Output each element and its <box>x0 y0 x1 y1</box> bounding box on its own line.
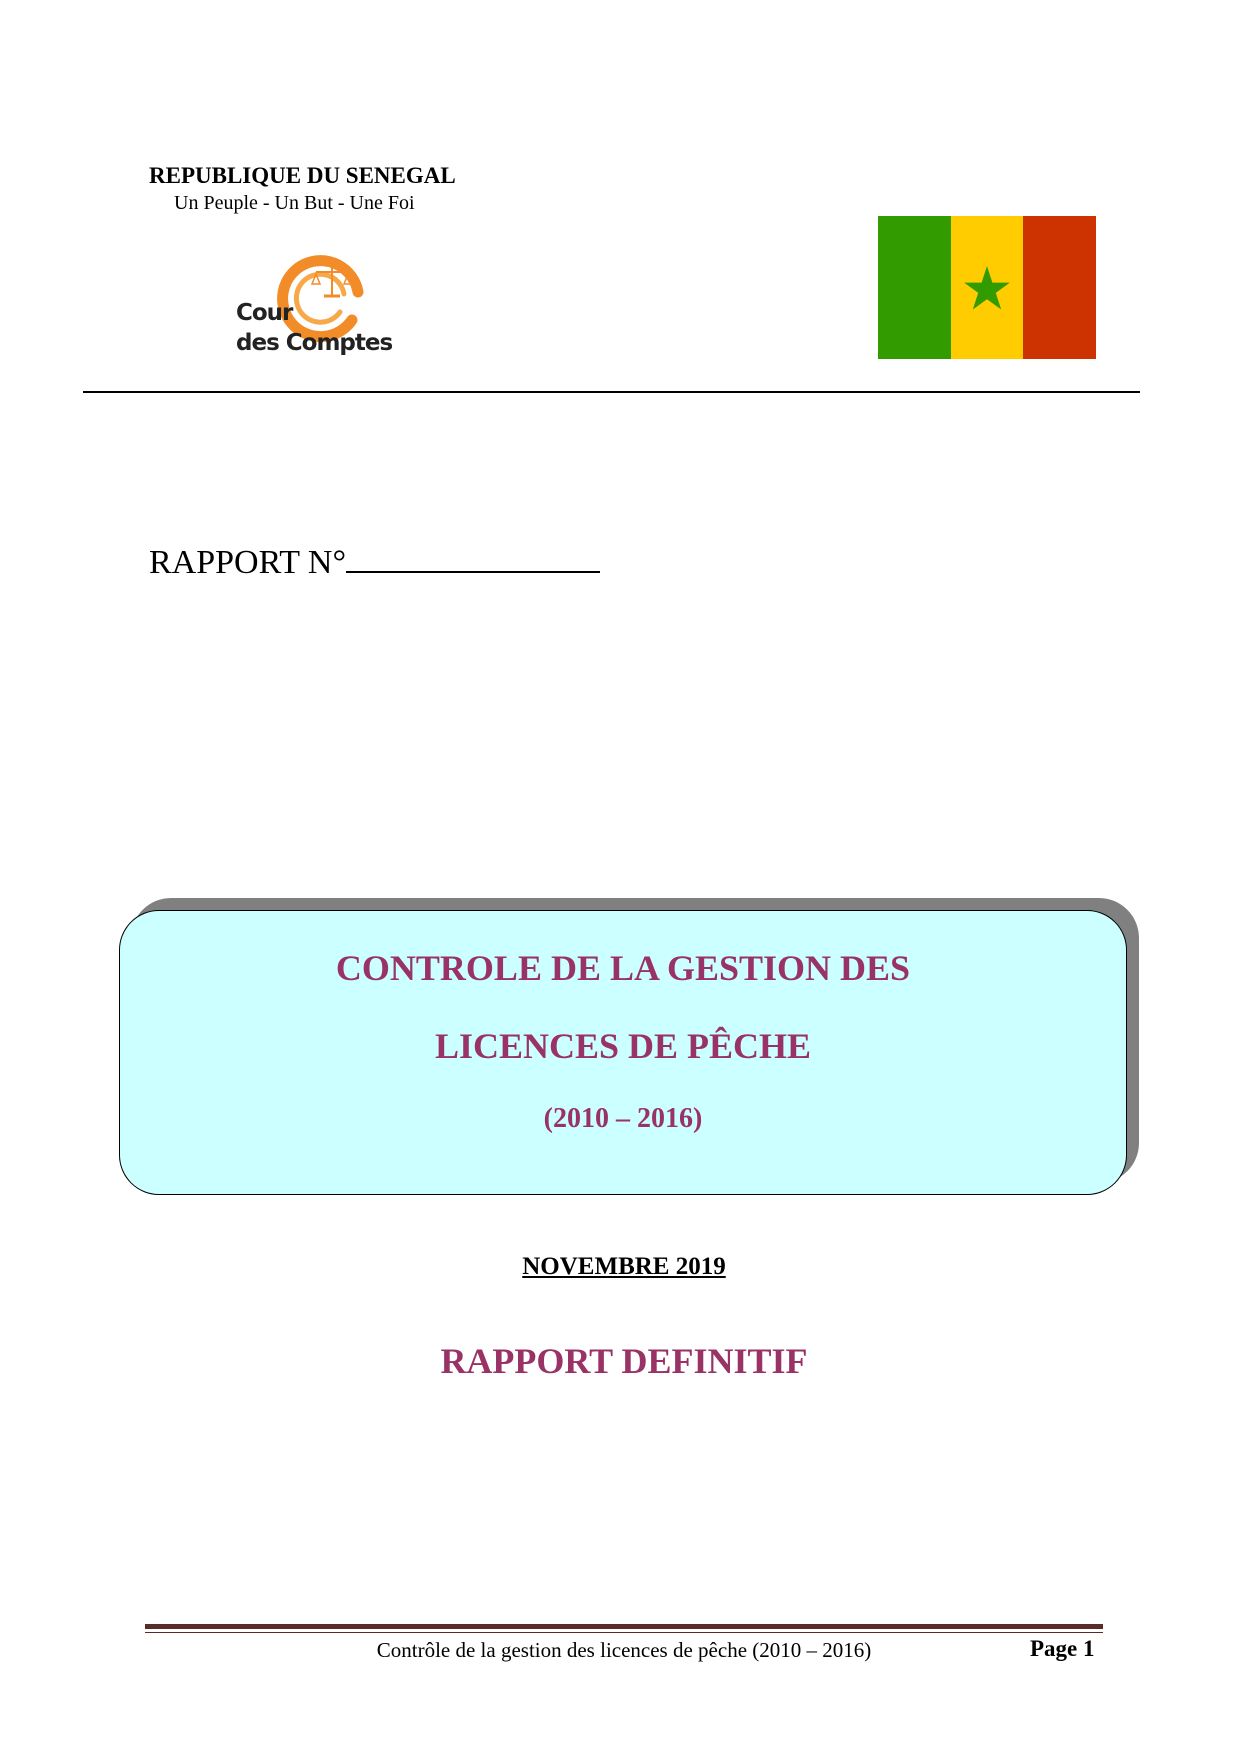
footer-title: Contrôle de la gestion des licences de pêche (2010 – 2016) <box>376 1638 872 1662</box>
title-box <box>119 910 1127 1195</box>
title-period: (2010 – 2016) <box>543 1103 703 1134</box>
star-icon <box>964 266 1010 310</box>
cour-des-comptes-logo <box>232 244 402 358</box>
footer-divider <box>145 1624 1103 1629</box>
flag-band-yellow <box>951 216 1024 359</box>
republic-heading: REPUBLIQUE DU SENEGAL <box>149 163 456 188</box>
flag-band-green <box>878 216 951 359</box>
report-number-label: RAPPORT N° <box>149 544 347 581</box>
logo-line-2: des Comptes <box>236 330 393 356</box>
page-number: Page 1 <box>1030 1636 1095 1661</box>
national-motto: Un Peuple - Un But - Une Foi <box>174 192 415 214</box>
senegal-flag <box>878 216 1096 359</box>
title-line-1: CONTROLE DE LA GESTION DES <box>335 948 911 988</box>
report-status: RAPPORT DEFINITIF <box>440 1341 808 1381</box>
flag-band-red <box>1023 216 1096 359</box>
report-date: NOVEMBRE 2019 <box>522 1253 726 1280</box>
header-divider <box>83 391 1140 393</box>
footer-divider-thin <box>145 1632 1103 1633</box>
logo-line-1: Cour <box>236 300 293 326</box>
report-number-blank <box>346 543 600 573</box>
title-line-2: LICENCES DE PÊCHE <box>434 1026 812 1066</box>
logo-text <box>236 298 392 358</box>
report-number <box>149 543 600 582</box>
